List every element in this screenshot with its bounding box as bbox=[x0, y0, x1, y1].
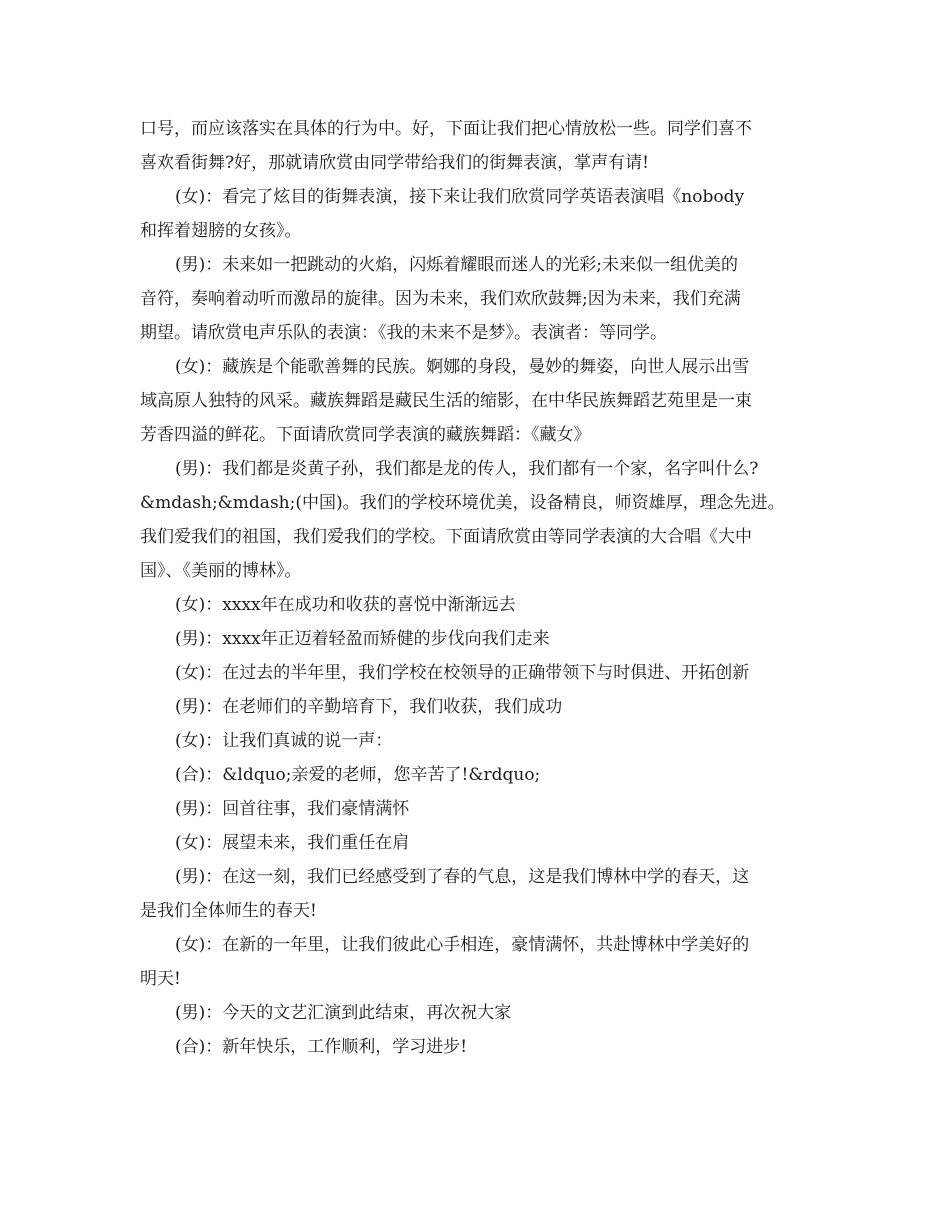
text-line: (女)：xxxx年在成功和收获的喜悦中渐渐远去 bbox=[175, 595, 516, 615]
text-line: (男)：在老师们的辛勤培育下，我们收获，我们成功 bbox=[175, 697, 563, 717]
paragraph bbox=[140, 860, 816, 928]
paragraph bbox=[140, 1030, 816, 1064]
text-line: (男)：今天的文艺汇演到此结束，再次祝大家 bbox=[175, 1003, 512, 1023]
paragraph bbox=[140, 248, 816, 350]
text-line: (男)：未来如一把跳动的火焰，闪烁着耀眼而迷人的光彩;未来似一组优美的 bbox=[175, 255, 738, 275]
text-line: 音符，奏响着动听而激昂的旋律。因为未来，我们欢欣鼓舞;因为未来，我们充满 bbox=[140, 289, 741, 309]
text-line: 明天! bbox=[140, 969, 181, 989]
paragraph bbox=[140, 588, 816, 622]
text-line: (合)：&ldquo;亲爱的老师，您辛苦了!&rdquo; bbox=[175, 765, 541, 785]
paragraph bbox=[140, 758, 816, 792]
paragraph bbox=[140, 180, 816, 248]
paragraph bbox=[140, 792, 816, 826]
text-line: 期望。请欣赏电声乐队的表演：《我的未来不是梦》。表演者：等同学。 bbox=[140, 323, 667, 343]
text-line: 和挥着翅膀的女孩》。 bbox=[140, 221, 302, 241]
text-line: (合)：新年快乐，工作顺利，学习进步! bbox=[175, 1037, 468, 1057]
text-line: (女)：展望未来，我们重任在肩 bbox=[175, 833, 410, 853]
text-line: 喜欢看街舞?好，那就请欣赏由同学带给我们的街舞表演，掌声有请! bbox=[140, 153, 649, 173]
text-line: 是我们全体师生的春天! bbox=[140, 901, 317, 921]
document-body bbox=[140, 112, 816, 1064]
text-line: (女)：藏族是个能歌善舞的民族。婀娜的身段，曼妙的舞姿，向世人展示出雪 bbox=[175, 357, 750, 377]
paragraph bbox=[140, 724, 816, 758]
paragraph bbox=[140, 350, 816, 452]
paragraph bbox=[140, 996, 816, 1030]
paragraph bbox=[140, 622, 816, 656]
text-line: 我们爱我们的祖国，我们爱我们的学校。下面请欣赏由等同学表演的大合唱《大中 bbox=[140, 527, 752, 547]
text-line: 芳香四溢的鲜花。下面请欣赏同学表演的藏族舞蹈：《藏女》 bbox=[140, 425, 591, 445]
text-line: (男)：回首往事，我们豪情满怀 bbox=[175, 799, 410, 819]
text-line: (男)：我们都是炎黄子孙，我们都是龙的传人，我们都有一个家，名字叫什么? bbox=[175, 459, 759, 479]
text-line: (女)：让我们真诚的说一声： bbox=[175, 731, 393, 751]
paragraph bbox=[140, 452, 816, 588]
text-line: 国》、《美丽的博林》。 bbox=[140, 561, 302, 581]
text-line: (女)：在新的一年里，让我们彼此心手相连，豪情满怀，共赴博林中学美好的 bbox=[175, 935, 750, 955]
text-line: (男)：在这一刻，我们已经感受到了春的气息，这是我们博林中学的春天，这 bbox=[175, 867, 750, 887]
text-line: &mdash;&mdash;(中国)。我们的学校环境优美，设备精良，师资雄厚，理念先进。 bbox=[140, 493, 785, 513]
text-line: 域高原人独特的风采。藏族舞蹈是藏民生活的缩影，在中华民族舞蹈艺苑里是一束 bbox=[140, 391, 752, 411]
paragraph bbox=[140, 928, 816, 996]
paragraph bbox=[140, 690, 816, 724]
text-line: 口号，而应该落实在具体的行为中。好，下面让我们把心情放松一些。同学们喜不 bbox=[140, 119, 752, 139]
paragraph bbox=[140, 656, 816, 690]
paragraph bbox=[140, 112, 816, 180]
text-line: (女)：在过去的半年里，我们学校在校领导的正确带领下与时俱进、开拓创新 bbox=[175, 663, 750, 683]
text-line: (女)：看完了炫目的街舞表演，接下来让我们欣赏同学英语表演唱《nobody bbox=[175, 187, 745, 207]
paragraph bbox=[140, 826, 816, 860]
text-line: (男)：xxxx年正迈着轻盈而矫健的步伐向我们走来 bbox=[175, 629, 550, 649]
